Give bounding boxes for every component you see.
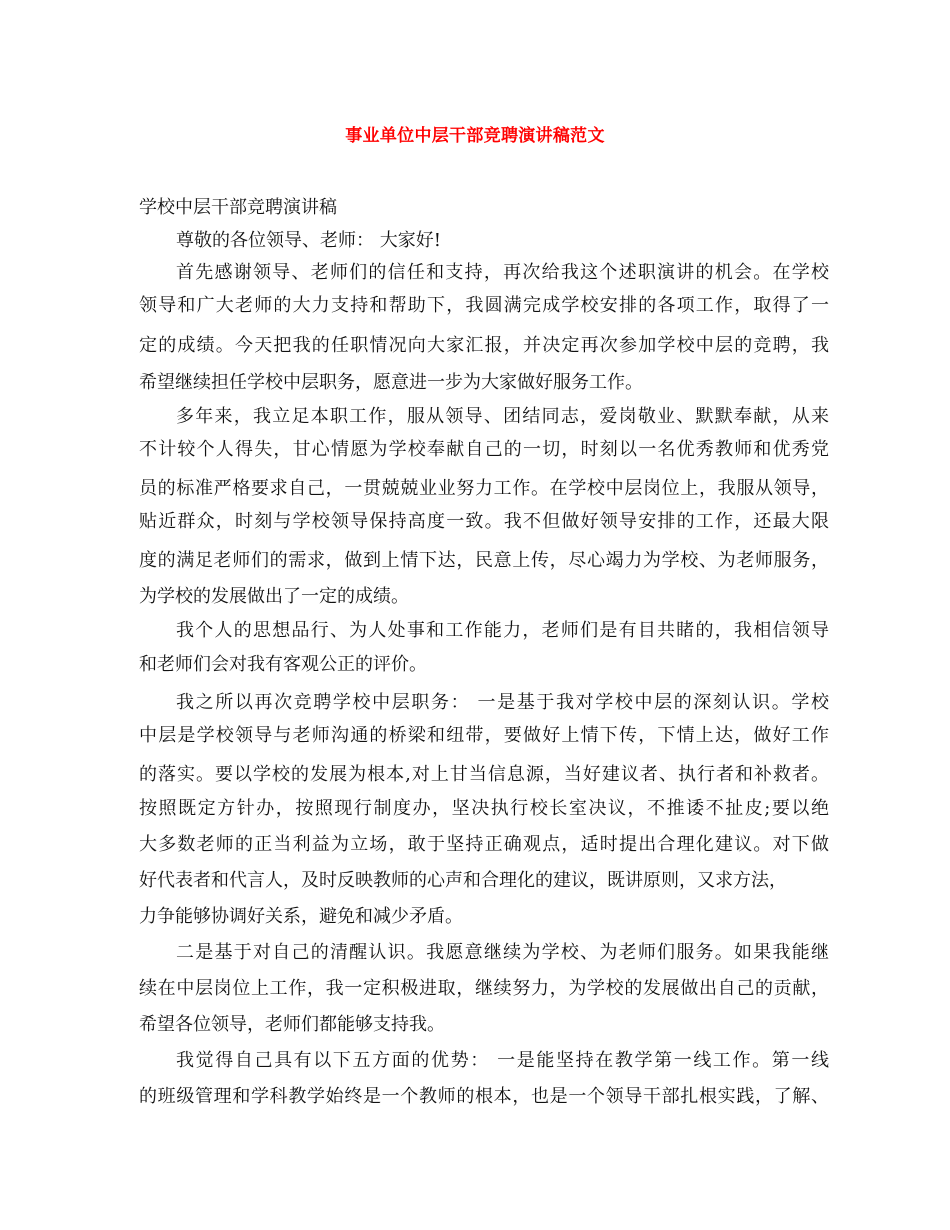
text-line: 不计较个人得失，甘心情愿为学校奉献自己的一切，时刻以一名优秀教师和优秀党 <box>139 439 829 460</box>
text-line: 多年来，我立足本职工作，服从领导、团结同志，爱岗敬业、默默奉献，从来 <box>176 406 829 427</box>
text-line: 贴近群众，时刻与学校领导保持高度一致。我不但做好领导安排的工作，还最大限 <box>139 511 829 532</box>
text-line: 大多数老师的正当利益为立场，敢于坚持正确观点，适时提出合理化建议。对下做 <box>139 834 829 855</box>
document-title: 事业单位中层干部竞聘演讲稿范文 <box>345 126 605 146</box>
text-line: 首先感谢领导、老师们的信任和支持，再次给我这个述职演讲的机会。在学校 <box>176 262 829 283</box>
text-line: 和老师们会对我有客观公正的评价。 <box>139 654 427 675</box>
text-line: 好代表者和代言人，及时反映教师的心声和合理化的建议，既讲原则，又求方法， <box>139 870 787 891</box>
text-line: 希望各位领导，老师们都能够支持我。 <box>139 1014 445 1035</box>
text-line: 我之所以再次竞聘学校中层职务： 一是基于我对学校中层的深刻认识。学校 <box>176 692 829 713</box>
text-line: 希望继续担任学校中层职务，愿意进一步为大家做好服务工作。 <box>139 372 643 393</box>
text-line: 按照既定方针办，按照现行制度办，坚决执行校长室决议，不推诿不扯皮;要以绝 <box>139 798 829 819</box>
text-line: 为学校的发展做出了一定的成绩。 <box>139 586 409 607</box>
document-subtitle: 学校中层干部竞聘演讲稿 <box>139 197 337 218</box>
text-line: 中层是学校领导与老师沟通的桥梁和纽带，要做好上情下传，下情上达，做好工作 <box>139 725 829 746</box>
text-line: 续在中层岗位上工作，我一定积极进取，继续努力，为学校的发展做出自己的贡献， <box>139 978 829 999</box>
text-line: 定的成绩。今天把我的任职情况向大家汇报，并决定再次参加学校中层的竞聘，我 <box>139 335 829 356</box>
text-line: 员的标准严格要求自己，一贯兢兢业业努力工作。在学校中层岗位上，我服从领导， <box>139 478 829 499</box>
text-line: 尊敬的各位领导、老师： 大家好! <box>176 230 441 251</box>
text-line: 的落实。要以学校的发展为根本,对上甘当信息源，当好建议者、执行者和补救者。 <box>139 764 829 785</box>
text-line: 的班级管理和学科教学始终是一个教师的根本，也是一个领导干部扎根实践，了解、 <box>139 1086 829 1107</box>
text-line: 力争能够协调好关系，避免和减少矛盾。 <box>139 906 463 927</box>
text-line: 领导和广大老师的大力支持和帮助下，我圆满完成学校安排的各项工作，取得了一 <box>139 295 829 316</box>
text-line: 我觉得自己具有以下五方面的优势： 一是能坚持在教学第一线工作。第一线 <box>176 1050 829 1071</box>
text-line: 二是基于对自己的清醒认识。我愿意继续为学校、为老师们服务。如果我能继 <box>176 942 829 963</box>
text-line: 我个人的思想品行、为人处事和工作能力，老师们是有目共睹的，我相信领导 <box>176 620 829 641</box>
text-line: 度的满足老师们的需求，做到上情下达，民意上传，尽心竭力为学校、为老师服务， <box>139 550 829 571</box>
